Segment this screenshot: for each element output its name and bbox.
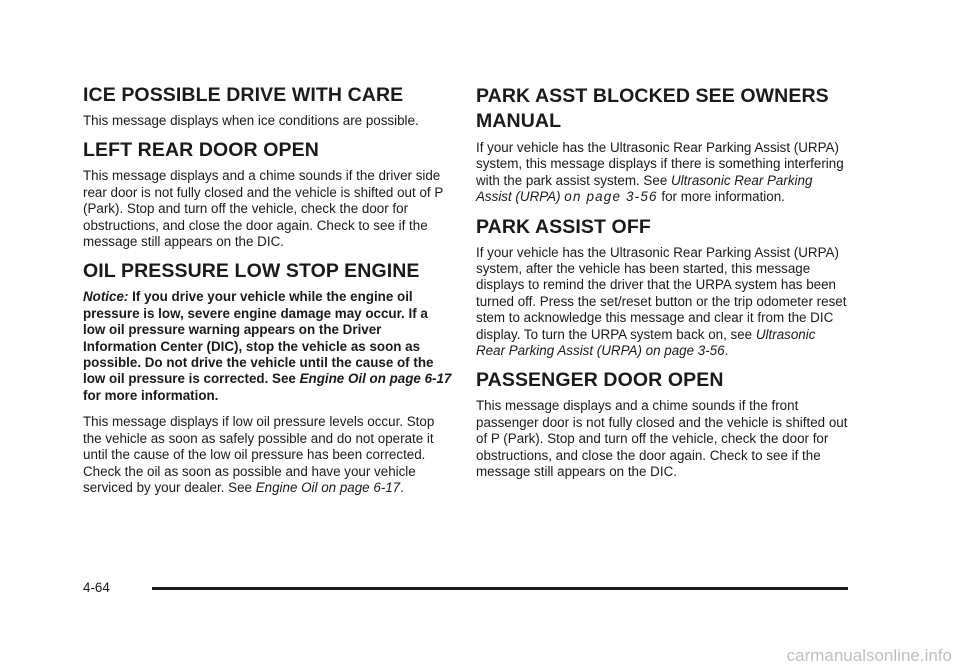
notice-label: Notice:	[83, 289, 129, 305]
passenger-door-body: This message displays and a chime sounds if the front passenger door is not fully closed and the vehicle is shifted out of P (Park). Stop and turn off the vehicle, check the door for obstructions, and close the door again. Check to see if the message still appears on the DIC.	[476, 398, 848, 480]
oil-body-text: This message displays if low oil pressure levels occur. Stop the vehicle as soon as safely possible and do not operate it until the cause of the low oil pressure has been corrected. Check the oil as soon as possible and have your vehicle serviced by your dealer. See	[83, 414, 435, 495]
page-number: 4-64	[83, 580, 110, 595]
urpa-page-link[interactable]: on page 3-56	[564, 189, 658, 205]
park-blocked-end: for more information.	[661, 189, 785, 205]
heading-park-assist-off: PARK ASSIST OFF	[476, 215, 651, 238]
left-column	[83, 84, 453, 506]
park-blocked-body	[476, 140, 848, 206]
park-off-end: .	[724, 343, 729, 359]
oil-notice	[83, 289, 453, 404]
ice-possible-body: This message displays when ice conditions are possible.	[83, 113, 419, 128]
footer-divider	[152, 587, 848, 590]
park-off-text: If your vehicle has the Ultrasonic Rear Parking Assist (URPA) system, after the vehicle has been started, this message displays to remind the driver that the URPA system has been turned off. Press the set/reset button or the trip odometer reset stem to acknowledge this message and clear it from the DIC display. To turn the URPA system back on, see	[476, 244, 847, 342]
park-blocked-text: If your vehicle has the Ultrasonic Rear Parking Assist (URPA) system, this message displays if there is something interfering with the park assist system. See	[476, 140, 844, 188]
notice-end: for more information.	[83, 387, 219, 403]
heading-ice-possible: ICE POSSIBLE DRIVE WITH CARE	[83, 84, 404, 106]
oil-pressure-body	[83, 414, 453, 496]
heading-left-rear-door-open: LEFT REAR DOOR OPEN	[83, 139, 319, 162]
urpa-link[interactable]: Ultrasonic Rear Parking Assist (URPA)	[476, 172, 813, 205]
urpa-ref-link[interactable]: Ultrasonic Rear Parking Assist (URPA) on page 3-56	[476, 326, 816, 359]
heading-park-asst-blocked: PARK ASST BLOCKED SEE OWNERS MANUAL	[476, 85, 829, 132]
engine-oil-link[interactable]: Engine Oil on page 6-17	[255, 479, 401, 495]
watermark: carmanualsonline.info	[786, 646, 952, 665]
notice-engine-oil-link[interactable]: Engine Oil on page 6-17	[299, 371, 452, 387]
left-rear-door-body: This message displays and a chime sounds if the driver side rear door is not fully closed and the vehicle is shifted out of P (Park). Stop and turn off the vehicle, check the door for obstructions, and close the door again. Check to see if the message still appears on the DIC.	[83, 168, 444, 250]
oil-body-end: .	[400, 479, 404, 495]
heading-passenger-door-open: PASSENGER DOOR OPEN	[476, 369, 724, 392]
notice-text: If you drive your vehicle while the engine oil pressure is low, severe engine damage may occur. If a low oil pressure warning appears on the Driver Information Center (DIC), stop the vehicle as soon as possible. Do not drive the vehicle until the cause of the low oil pressure is corrected. See	[83, 289, 434, 387]
heading-oil-pressure-low: OIL PRESSURE LOW STOP ENGINE	[83, 260, 420, 283]
park-assist-off-body	[476, 245, 848, 360]
right-column	[476, 84, 848, 491]
